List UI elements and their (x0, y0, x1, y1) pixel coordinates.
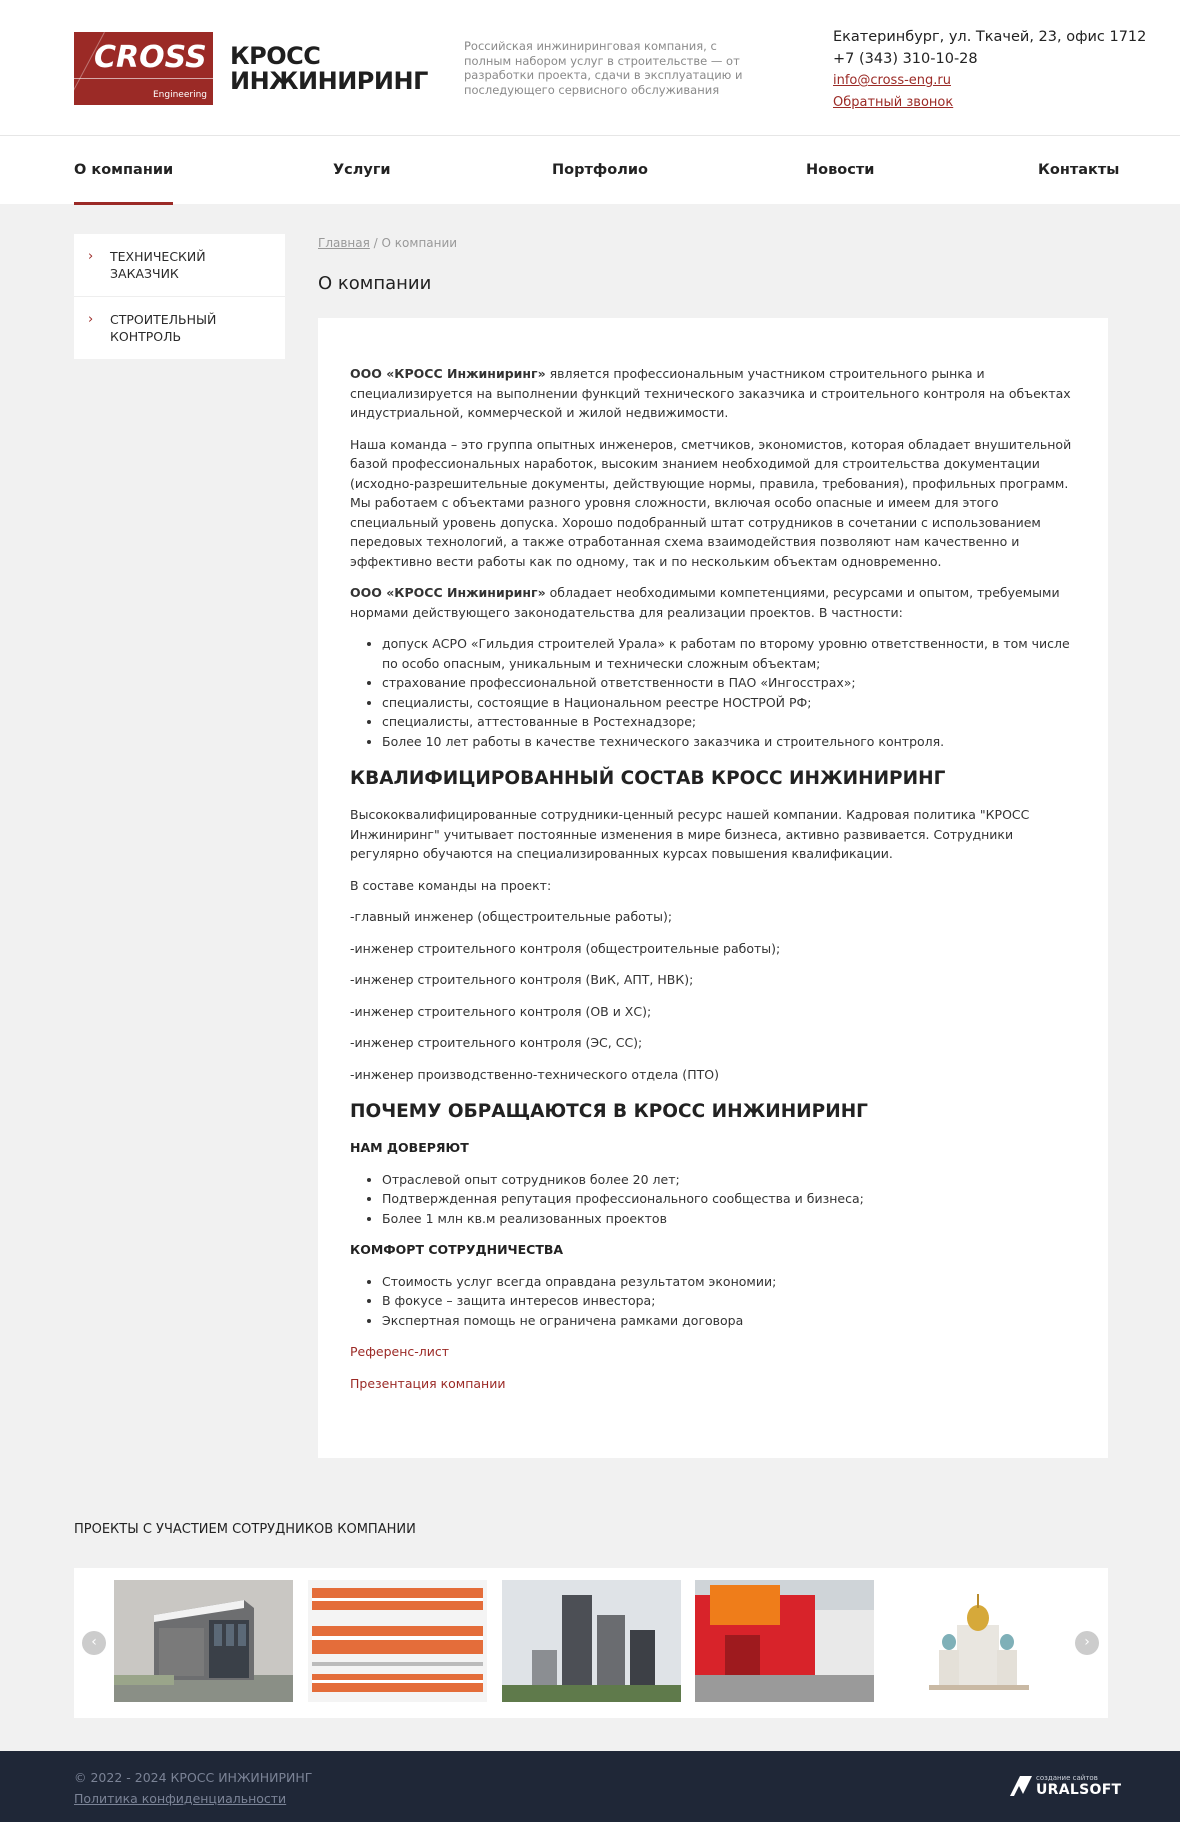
nav-portfolio[interactable]: Портфолио (552, 162, 648, 178)
section-heading-why: ПОЧЕМУ ОБРАЩАЮТСЯ В КРОСС ИНЖИНИРИНГ (350, 1101, 868, 1122)
staff-paragraph: Высококвалифицированные сотрудники-ценный ресурс нашей компании. Кадровая политика "КРОСС Инжиниринг" учитывает постоянные изменения в мире бизнеса, активно развивается. Сотрудники регулярно обучаются на специализированных курсах повышения квалификации. (350, 807, 1030, 861)
logo-divider (74, 78, 213, 79)
phone-link[interactable]: +7 (343) 310-10-28 (833, 51, 978, 67)
company-name-bold: ООО «КРОСС Инжиниринг» (350, 585, 546, 600)
breadcrumb (318, 236, 457, 250)
content-card (318, 318, 1108, 1458)
list-item: • Экспертная помощь не ограничена рамками договора (382, 1311, 1076, 1331)
project-thumbnail-warehouse[interactable] (308, 1580, 487, 1702)
list-item: • Подтвержденная репутация профессионального сообщества и бизнеса; (382, 1189, 1076, 1209)
brand-line-2: ИНЖИНИРИНГ (230, 67, 428, 95)
team-role: -инженер строительного контроля (ВиК, АПТ, НВК); (350, 972, 694, 987)
logo-text: CROSS (94, 40, 207, 75)
list-item: • Стоимость услуг всегда оправдана результатом экономии; (382, 1272, 1076, 1292)
intro-text: является профессиональным участником строительного рынка и специализируется на выполнении функций технического заказчика и строительного контроля на объектах индустриальной, коммерческой и жилой недвижимости. (350, 366, 1071, 420)
project-thumbnail-towers[interactable] (502, 1580, 681, 1702)
competence-paragraph (350, 583, 1076, 622)
comfort-list (382, 1272, 1076, 1331)
competence-list (382, 634, 1076, 751)
brand-line-1: КРОСС (230, 42, 321, 70)
tagline: Российская инжиниринговая компания, с полным набором услуг в строительстве — от разработки проекта, сдачи в эксплуатацию и последующего сервисного обслуживания (464, 39, 743, 97)
sidebar-item-label: СТРОИТЕЛЬНЫЙ КОНТРОЛЬ (110, 312, 217, 344)
competence-text: обладает необходимыми компетенциями, ресурсами и опытом, требуемыми нормами действующего законодательства для реализации проектов. В частности: (350, 585, 1060, 620)
logo[interactable] (74, 32, 213, 105)
list-item: • Более 1 млн кв.м реализованных проектов (382, 1209, 1076, 1229)
list-item: • допуск АСРО «Гильдия строителей Урала» к работам по второму уровню ответственности, в том числе по особо опасным, уникальным и технически сложным объектам; (382, 634, 1076, 673)
projects-heading: ПРОЕКТЫ С УЧАСТИЕМ СОТРУДНИКОВ КОМПАНИИ (74, 1522, 416, 1537)
callback-link[interactable]: Обратный звонок (833, 95, 954, 110)
main-nav (0, 135, 1180, 204)
breadcrumb-separator: / (373, 236, 378, 250)
nav-about[interactable]: О компании (74, 136, 173, 205)
sidebar-item-construction-control[interactable] (74, 297, 285, 359)
site-header (0, 0, 1180, 135)
sidebar-menu (74, 234, 285, 359)
address: Екатеринбург, ул. Ткачей, 23, офис 1712 (833, 29, 1147, 45)
chevron-right-icon: › (88, 249, 94, 264)
nav-services[interactable]: Услуги (333, 162, 391, 178)
chevron-right-icon: › (88, 312, 94, 327)
reference-list-link[interactable]: Референс-лист (350, 1344, 450, 1359)
team-intro: В составе команды на проект: (350, 877, 552, 893)
project-thumbnail-industrial[interactable] (695, 1580, 874, 1702)
copyright: © 2022 - 2024 КРОСС ИНЖИНИРИНГ (74, 1770, 313, 1785)
carousel-next-button[interactable]: › (1075, 1631, 1099, 1655)
trust-list (382, 1170, 1076, 1229)
list-item: • Более 10 лет работы в качестве технического заказчика и строительного контроля. (382, 732, 1076, 752)
sidebar-item-tech-customer[interactable] (74, 234, 285, 297)
logo-subtext: Engineering (153, 90, 207, 100)
team-role: -инженер строительного контроля (общестроительные работы); (350, 940, 781, 956)
project-thumbnail-office[interactable] (114, 1580, 293, 1702)
developer-credit[interactable] (1010, 1774, 1122, 1800)
developer-tagline: создание сайтов (1036, 1774, 1098, 1782)
site-footer (0, 1751, 1180, 1822)
developer-name: URALSOFT (1036, 1782, 1122, 1798)
team-role: -инженер производственно-технического отдела (ПТО) (350, 1066, 719, 1082)
company-presentation-link[interactable]: Презентация компании (350, 1375, 506, 1391)
breadcrumb-current: О компании (381, 236, 458, 250)
list-item: • страхование профессиональной ответственности в ПАО «Ингосстрах»; (382, 673, 1076, 693)
carousel-prev-button[interactable]: ‹ (82, 1631, 106, 1655)
breadcrumb-home[interactable]: Главная (318, 236, 370, 250)
intro-paragraph (350, 364, 1076, 423)
privacy-policy-link[interactable]: Политика конфиденциальности (74, 1791, 287, 1806)
subheading-comfort: КОМФОРТ СОТРУДНИЧЕСТВА (350, 1242, 564, 1257)
team-role: -главный инженер (общестроительные работы); (350, 909, 673, 924)
page-title: О компании (318, 273, 432, 294)
team-role: -инженер строительного контроля (ОВ и ХС); (350, 1003, 652, 1019)
uralsoft-logo-icon (1010, 1776, 1032, 1796)
header-contacts (833, 26, 1153, 114)
list-item: • Отраслевой опыт сотрудников более 20 лет; (382, 1170, 1076, 1190)
team-paragraph: Наша команда – это группа опытных инженеров, сметчиков, экономистов, которая обладает внушительной базой профессиональных наработок, высоким знанием необходимой для строительства документации (исходно-разрешительные документы, действующие нормы, правила, требования), профильных программ. Мы работаем с объектами разного уровня сложности, включая особо опасные и имеем для этого специальный уровень допуска. Хорошо подобранный штат сотрудников в сочетании с использованием передовых технологий, а также отработанная схема взаимодействия позволяют нам качественно и эффективно вести работы как по одному, так и по нескольким объектам одновременно. (350, 436, 1072, 569)
email-link[interactable]: info@cross-eng.ru (833, 73, 951, 88)
list-item: • В фокусе – защита интересов инвестора; (382, 1291, 1076, 1311)
company-name-bold: ООО «КРОСС Инжиниринг» (350, 366, 546, 381)
projects-carousel (74, 1568, 1108, 1718)
list-item: • специалисты, состоящие в Национальном реестре НОСТРОЙ РФ; (382, 693, 1076, 713)
brand-name[interactable] (230, 44, 428, 94)
nav-contacts[interactable]: Контакты (1038, 162, 1120, 178)
sidebar-item-label: ТЕХНИЧЕСКИЙ ЗАКАЗЧИК (110, 249, 206, 281)
subheading-trust: НАМ ДОВЕРЯЮТ (350, 1140, 469, 1155)
nav-news[interactable]: Новости (806, 162, 875, 178)
team-role: -инженер строительного контроля (ЭС, СС); (350, 1035, 643, 1050)
section-heading-staff: КВАЛИФИЦИРОВАННЫЙ СОСТАВ КРОСС ИНЖИНИРИНГ (350, 768, 946, 789)
project-thumbnail-church[interactable] (889, 1580, 1068, 1702)
list-item: • специалисты, аттестованные в Ростехнадзоре; (382, 712, 1076, 732)
